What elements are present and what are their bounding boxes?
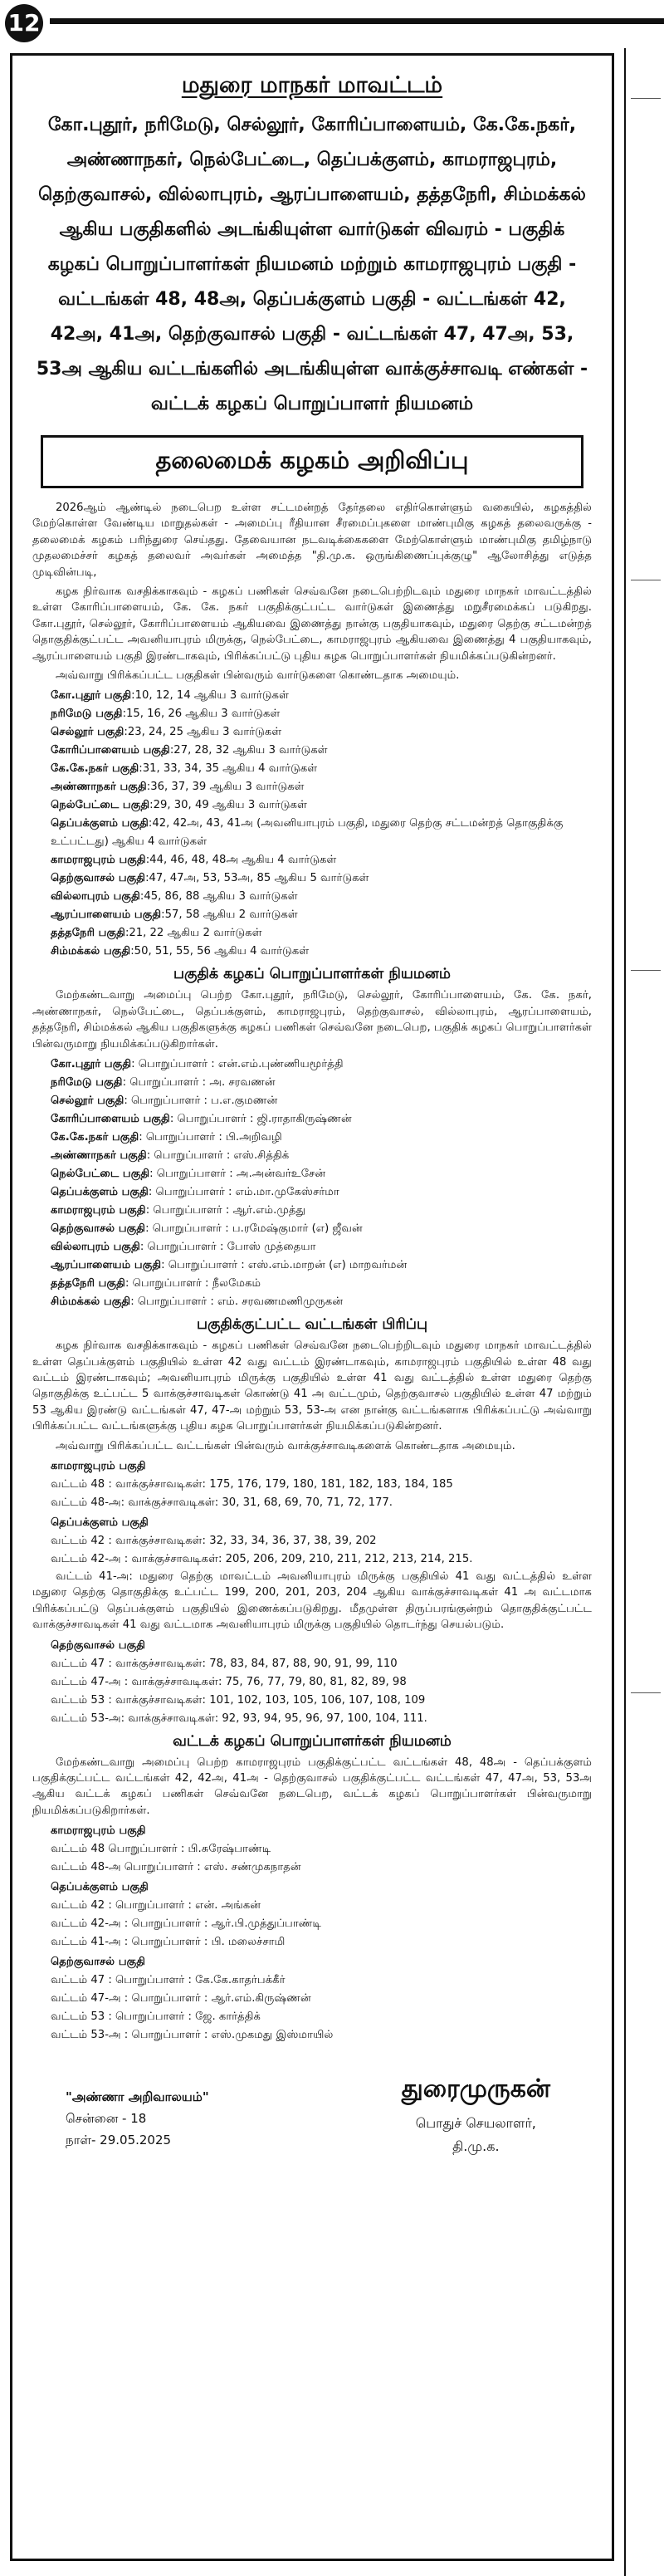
ward-row-detail: :42, 42அ, 43, 41அ (அவனியாபுரம் பகுதி, மதுரை தெற்கு சட்டமன்றத் தொகுதிக்கு உட்பட்டது) ஆகிய 4 வார்டுகள் <box>51 817 564 849</box>
incharge-row <box>51 1183 592 1202</box>
group-row: வட்டம் 41-அ : பொறுப்பாளர் : பி. மலைச்சாமி <box>51 1936 286 1949</box>
group-heading: தெப்பக்குளம் பகுதி <box>51 1516 149 1529</box>
incharge-row-detail: : பொறுப்பாளர் : நீலமேகம் <box>124 1277 261 1290</box>
ward-row-area: கோ.புதூர் பகுதி <box>51 689 132 703</box>
ward-row-detail: :45, 86, 88 ஆகிய 3 வார்டுகள் <box>139 890 298 904</box>
incharge-row <box>51 1220 592 1238</box>
incharge-row-detail: : பொறுப்பாளர் : எம்.மா.முகேஸ்சர்மா <box>148 1186 339 1199</box>
booth-group-south <box>32 1637 592 1728</box>
incharge-intro: மேற்கண்டவாறு அமைப்பு பெற்ற கோ.புதூர், நரிமேடு, செல்லூர், கோரிப்பாளையம், கே. கே. நகர், அண்ணாநகர், நெல்பேட்டை, தெப்பக்குளம், காமராஜபுரம், தெற்குவாசல், வில்லாபுரம், ஆரப்பாளையம், தத்தநேரி, சிம்மக்கல் ஆகிய பகுதிகளுக்கு கழகப் பணிகள் செவ்வனே நடைபெற, பகுதிக் கழகப் பொறுப்பாளர்கள் பின்வருமாறு நியமிக்கப்படுகிறார்கள். <box>32 989 592 1050</box>
incharge-row-detail: : பொறுப்பாளர் : ஜி.ராதாகிருஷ்ணன் <box>169 1113 352 1126</box>
signatory-name: துரைமுருகன் <box>401 2074 550 2104</box>
incharge-list <box>32 1055 592 1311</box>
incharge-row <box>51 1147 592 1165</box>
ward-row-area: ஆரப்பாளையம் பகுதி <box>51 908 162 922</box>
incharge-row-detail: : பொறுப்பாளர் : ப.ரமேஷ்குமார் (எ) ஜீவன் <box>145 1222 363 1236</box>
ward-row-area: கோரிப்பாளையம் பகுதி <box>51 744 170 757</box>
incharge-row-detail: : பொறுப்பாளர் : எஸ்.சித்திக் <box>146 1149 290 1163</box>
group-row: வட்டம் 42 : பொறுப்பாளர் : என். அங்கன் <box>51 1899 261 1912</box>
incharge-row-detail: : பொறுப்பாளர் : போஸ் முத்தையா <box>139 1241 316 1254</box>
incharge-row-detail: : பொறுப்பாளர் : ஆர்.எம்.முத்து <box>145 1204 306 1217</box>
group-heading: தெற்குவாசல் பகுதி <box>51 1956 146 1969</box>
ward-row <box>51 723 592 742</box>
ward-row-area: தெப்பக்குளம் பகுதி <box>51 817 149 830</box>
incharge-row-area: கே.கே.நகர் பகுதி <box>51 1131 139 1144</box>
ward-incharge-groups <box>32 1822 592 2045</box>
group-heading: தெப்பக்குளம் பகுதி <box>51 1881 149 1894</box>
incharge-row-detail: : பொறுப்பாளர் : எஸ்.எம்.மாறன் (எ) மாறவர்மன் <box>161 1259 408 1272</box>
incharge-row <box>51 1092 592 1110</box>
group-heading: காமராஜபுரம் பகுதி <box>51 1459 146 1472</box>
incharge-row-detail: : பொறுப்பாளர் : ப.எ.குமணன் <box>124 1095 278 1108</box>
group-heading: தெற்குவாசல் பகுதி <box>51 1638 146 1652</box>
group-row: வட்டம் 42-அ : பொறுப்பாளர் : ஆர்.பி.முத்துப்பாண்டி <box>51 1917 322 1931</box>
ward-row-detail: :27, 28, 32 ஆகிய 3 வார்டுகள் <box>169 744 328 757</box>
incharge-row-detail: : பொறுப்பாளர் : பி.அறிவழி <box>139 1131 282 1144</box>
ward-row-area: செல்லூர் பகுதி <box>51 726 124 739</box>
group-heading: காமராஜபுரம் பகுதி <box>51 1824 146 1838</box>
group-row: வட்டம் 47 : வாக்குச்சாவடிகள்: 78, 83, 84, 87, 88, 90, 91, 99, 110 <box>51 1657 398 1670</box>
page-number-badge: 12 <box>5 4 43 42</box>
ward-row-area: கே.கே.நகர் பகுதி <box>51 762 139 776</box>
incharge-row-detail: : பொறுப்பாளர் : அ.அன்வர்உசேன் <box>149 1168 326 1181</box>
ward-row-detail: :36, 37, 39 ஆகிய 3 வார்டுகள் <box>146 781 305 794</box>
incharge-row-detail: : பொறுப்பாளர் : என்.எம்.புண்ணியமூர்த்தி <box>131 1058 344 1071</box>
incharge-row-area: தெற்குவாசல் பகுதி <box>51 1222 146 1236</box>
ward-row-detail: :44, 46, 48, 48அ ஆகிய 4 வார்டுகள் <box>145 854 337 867</box>
ward-row <box>51 943 592 961</box>
incharge-row-area: அண்ணாநகர் பகுதி <box>51 1149 147 1163</box>
incharge-row <box>51 1275 592 1293</box>
ward-row <box>51 815 592 851</box>
ward-row-detail: :23, 24, 25 ஆகிய 3 வார்டுகள் <box>124 726 282 739</box>
signatory <box>402 2074 550 2158</box>
ward-row-area: நெல்பேட்டை பகுதி <box>51 799 150 812</box>
incharge-row-area: செல்லூர் பகுதி <box>51 1095 124 1108</box>
ward-row-area: சிம்மக்கல் பகுதி <box>51 945 131 958</box>
intro-paragraph-3: அவ்வாறு பிரிக்கப்பட்ட பகுதிகள் பின்வரும் வார்டுகளை கொண்டதாக அமையும். <box>56 669 460 683</box>
incharge-row-area: சிம்மக்கல் பகுதி <box>51 1295 131 1309</box>
incharge-row <box>51 1256 592 1275</box>
ward-row <box>51 924 592 943</box>
group-row: வட்டம் 53 : பொறுப்பாளர் : ஜே. கார்த்திக் <box>51 2010 261 2024</box>
ward-row <box>51 851 592 869</box>
ward-row <box>51 778 592 796</box>
incharge-row <box>51 1238 592 1256</box>
ward-row <box>51 796 592 815</box>
issue-date: நாள்- 29.05.2025 <box>66 2133 172 2148</box>
intro-paragraph-1: 2026ஆம் ஆண்டில் நடைபெற உள்ள சட்டமன்றத் தேர்தலை எதிர்கொள்ளும் வகையில், கழகத்தில் மேற்கொள்ள வேண்டிய மாறுதல்கள் - அமைப்பு ரீதியான சீரமைப்புகளை மாண்புமிகு கழகத் தலைவருக்கு - தலைமைக் கழகம் பரிந்துரை செய்தது. தேவையான நடவடிக்கைகளை மேற்கொள்ளும் மாண்புமிகு தமிழ்நாடு முதலமைச்சர் கழகத் தலைவர் அவர்கள் அமைத்த "தி.மு.க. ஒருங்கிணைப்புக்குழு" ஆலோசித்து எடுத்த முடிவின்படி, <box>32 502 592 579</box>
incharge-row-area: கோ.புதூர் பகுதி <box>51 1058 132 1071</box>
signatory-party: தி.மு.க. <box>452 2138 500 2155</box>
boxed-title: தலைமைக் கழகம் அறிவிப்பு <box>41 435 583 488</box>
announcement-article <box>10 53 614 2561</box>
adjacent-column-fragment <box>627 48 664 2576</box>
group-row: வட்டம் 42 : வாக்குச்சாவடிகள்: 32, 33, 34, 36, 37, 38, 39, 202 <box>51 1534 377 1547</box>
ward-row-area: நரிமேடு பகுதி <box>51 708 123 721</box>
group-row: வட்டம் 53 : வாக்குச்சாவடிகள்: 101, 102, 103, 105, 106, 107, 108, 109 <box>51 1693 426 1707</box>
incharge-row <box>51 1293 592 1311</box>
section-title-area-incharges: பகுதிக் கழகப் பொறுப்பாளர்கள் நியமனம் <box>173 966 451 983</box>
ward-row-detail: :57, 58 ஆகிய 2 வார்டுகள் <box>161 908 298 922</box>
ward-row <box>51 906 592 924</box>
headline-details: கோ.புதூர், நரிமேடு, செல்லூர், கோரிப்பாளையம், கே.கே.நகர், அண்ணாநகர், நெல்பேட்டை, தெப்பக்குளம், காமராஜபுரம், தெற்குவாசல், வில்லாபுரம், ஆரப்பாளையம், தத்தநேரி, சிம்மக்கல் ஆகிய பகுதிகளில் அடங்கியுள்ள வார்டுகள் விவரம் - பகுதிக் கழகப் பொறுப்பாளர்கள் நியமனம் மற்றும் காமராஜபுரம் பகுதி - வட்டங்கள் 48, 48அ, தெப்பக்குளம் பகுதி - வட்டங்கள் 42, 42அ, 41அ, தெற்குவாசல் பகுதி - வட்டங்கள் 47, 47அ, 53, 53அ ஆகிய வட்டங்களில் அடங்கியுள்ள வாக்குச்சாவடி எண்கள் - வட்டக் கழகப் பொறுப்பாளர் நியமனம் <box>36 115 588 414</box>
ward-row-area: தெற்குவாசல் பகுதி <box>51 872 146 885</box>
incharge-row <box>51 1110 592 1129</box>
fragment-rule <box>631 970 661 971</box>
ward-row-detail: :29, 30, 49 ஆகிய 3 வார்டுகள் <box>149 799 307 812</box>
group-row: வட்டம் 42-அ : வாக்குச்சாவடிகள்: 205, 206, 209, 210, 211, 212, 213, 214, 215. <box>51 1552 473 1565</box>
ward-row <box>51 742 592 760</box>
ward-row <box>51 869 592 888</box>
incharge-row <box>51 1165 592 1183</box>
incharge-row-area: தத்தநேரி பகுதி <box>51 1277 125 1290</box>
incharge-row <box>51 1202 592 1220</box>
incharge-row <box>51 1074 592 1092</box>
incharge-row-area: கோரிப்பாளையம் பகுதி <box>51 1113 170 1126</box>
issuing-office <box>66 2086 209 2151</box>
ward-row-area: அண்ணாநகர் பகுதி <box>51 781 147 794</box>
incharge-row-detail: : பொறுப்பாளர் : அ. சரவணன் <box>122 1076 276 1090</box>
incharge-row-area: தெப்பக்குளம் பகுதி <box>51 1186 149 1199</box>
incharge-row-area: காமராஜபுரம் பகுதி <box>51 1204 146 1217</box>
incharge-row <box>51 1055 592 1074</box>
signature-footer <box>32 2069 592 2194</box>
fragment-rule <box>631 1692 661 1693</box>
ward-row-detail: :15, 16, 26 ஆகிய 3 வார்டுகள் <box>122 708 281 721</box>
signatory-role: பொதுச் செயலாளர், <box>415 2115 536 2132</box>
group-row: வட்டம் 53-அ: வாக்குச்சாவடிகள்: 92, 93, 94, 95, 96, 97, 100, 104, 111. <box>51 1712 427 1725</box>
group-row: வட்டம் 48-அ: வாக்குச்சாவடிகள்: 30, 31, 68, 69, 70, 71, 72, 177. <box>51 1496 393 1509</box>
booth-groups <box>32 1457 592 1569</box>
group-row: வட்டம் 47-அ : பொறுப்பாளர் : ஆர்.எம்.கிருஷ்ணன் <box>51 1992 311 2005</box>
group-row: வட்டம் 47-அ : வாக்குச்சாவடிகள்: 75, 76, 77, 79, 80, 81, 82, 89, 98 <box>51 1675 407 1688</box>
group-row: வட்டம் 48 பொறுப்பாளர் : பி.சுரேஷ்பாண்டி <box>51 1843 271 1856</box>
ward-row-detail: :21, 22 ஆகிய 2 வார்டுகள் <box>124 927 262 940</box>
incharge-row-area: நெல்பேட்டை பகுதி <box>51 1168 150 1181</box>
incharge-row-area: நரிமேடு பகுதி <box>51 1076 123 1090</box>
ward-row-area: வில்லாபுரம் பகுதி <box>51 890 140 904</box>
intro-paragraph-2: கழக நிர்வாக வசதிக்காகவும் - கழகப் பணிகள் செவ்வனே நடைபெற்றிடவும் மதுரை மாநகர் மாவட்டத்தில் உள்ள கோரிப்பாளையம், கே. கே. நகர் பகுதிக்குட்பட்ட வார்டுகள் இணைத்து மறுசீரமைக்கப் படுகிறது. கோ.புதூர், செல்லூர், கோரிப்பாளையம் ஆகியவை இணைத்து நான்கு பகுதியாகவும், மதுரை தெற்கு சட்டமன்றத் தொகுதிக்குட்பட்ட அவனியாபுரம் மிருக்கு, நெல்பேட்டை, காமராஜபுரம் ஆகியவை இணைத்து 4 பகுதியாகவும், ஆரப்பாளையம் பகுதி இரண்டாகவும், பிரிக்கப்பட்டு புதிய கழக பொறுப்பாளர்கள் நியமிக்கப்படுகின்றனர். <box>32 585 592 663</box>
group-row: வட்டம் 48-அ பொறுப்பாளர் : எஸ். சண்முகநாதன் <box>51 1861 301 1874</box>
incharge-row <box>51 1129 592 1147</box>
incharge-row-detail: : பொறுப்பாளர் : எம். சரவணமணிமுருகன் <box>130 1295 344 1309</box>
incharge-row-area: ஆரப்பாளையம் பகுதி <box>51 1259 162 1272</box>
page-header <box>0 0 664 48</box>
ward-split-intro: கழக நிர்வாக வசதிக்காகவும் - கழகப் பணிகள் செவ்வனே நடைபெற்றிடவும் மதுரை மாநகர் மாவட்டத்தில் உள்ள தெப்பக்குளம் பகுதியில் உள்ள 42 வது வட்டம் இரண்டாகவும், காமராஜபுரம் பகுதியில் உள்ள 48 வது வட்டம் இரண்டாகவும்; அவனியாபுரம் மிருக்கு பகுதியில் உள்ள 41 வது வட்டத்தில் உள்ள மதுரை தெற்கு தொகுதிக்கு உட்பட்ட 5 வாக்குச்சாவடிகள் கொண்டு 41 அ வட்டமும், தெற்குவாசல் பகுதியில் உள்ள 47 மற்றும் 53 ஆகிய இரண்டு வட்டங்கள் 47, 47-அ மற்றும் 53, 53-அ என நான்கு வட்டங்களாக பிரிக்கப்பட்டு அவ்வாறு பிரிக்கப்பட்ட வட்டங்களுக்கு புதிய கழக பொறுப்பாளர்கள் நியமிக்கப்படுகின்றனர். <box>32 1339 592 1433</box>
fragment-rule <box>631 98 661 99</box>
incharge-row-area: வில்லாபுரம் பகுதி <box>51 1241 140 1254</box>
group-row: வட்டம் 48 : வாக்குச்சாவடிகள்: 175, 176, 179, 180, 181, 182, 183, 184, 185 <box>51 1477 453 1491</box>
header-rule <box>50 18 664 24</box>
group-row: வட்டம் 47 : பொறுப்பாளர் : கே.கே.காதர்பக்கீர் <box>51 1974 286 1987</box>
ward-row-detail: :10, 12, 14 ஆகிய 3 வார்டுகள் <box>131 689 289 703</box>
section-title-ward-split: பகுதிக்குட்பட்ட வட்டங்கள் பிரிப்பு <box>197 1316 427 1334</box>
group-row: வட்டம் 53-அ : பொறுப்பாளர் : எஸ்.முகமது இஸ்மாயில் <box>51 2029 334 2042</box>
office-city: சென்னை - 18 <box>66 2111 147 2127</box>
headline-district: மதுரை மாநகர் மாவட்டம் <box>181 72 443 98</box>
ward-row <box>51 760 592 778</box>
ward-split-note: அவ்வாறு பிரிக்கப்பட்ட வட்டங்கள் பின்வரும் வாக்குச்சாவடிகளைக் கொண்டதாக அமையும். <box>56 1439 515 1452</box>
ward-row <box>51 705 592 723</box>
ward-row-area: காமராஜபுரம் பகுதி <box>51 854 146 867</box>
ward-row-detail: :50, 51, 55, 56 ஆகிய 4 வார்டுகள் <box>130 945 310 958</box>
ward-row-detail: :31, 33, 34, 35 ஆகிய 4 வார்டுகள் <box>139 762 318 776</box>
section-title-ward-incharges: வட்டக் கழகப் பொறுப்பாளர்கள் நியமனம் <box>173 1732 452 1750</box>
booth-note: வட்டம் 41-அ: மதுரை தெற்கு மாவட்டம் அவனியாபுரம் மிருக்கு பகுதியில் 41 வது வட்டத்தில் உள்ள மதுரை தெற்கு தொகுதிக்கு உட்பட்ட 199, 200, 201, 203, 204 ஆகிய வாக்குச்சாவடிகள் 41 அ வட்டமாக பிரிக்கப்பட்டு தெப்பக்குளம் பகுதியில் இணைக்கப்படுகிறது. மீதமுள்ள திருப்பரங்குன்றம் தொகுதிக்குட்பட்ட வாக்குச்சாவடிகள் 41 வது வட்டமாக அவனியாபுரம் மிருக்கு பகுதியில் தொடர்ந்து செயல்படும். <box>32 1570 592 1632</box>
ward-list <box>32 687 592 961</box>
column-divider <box>624 48 626 2576</box>
office-name: "அண்ணா அறிவாலயம்" <box>66 2089 209 2105</box>
ward-row-area: தத்தநேரி பகுதி <box>51 927 125 940</box>
ward-incharge-intro: மேற்கண்டவாறு அமைப்பு பெற்ற காமராஜபுரம் பகுதிக்குட்பட்ட வட்டங்கள் 48, 48அ - தெப்பக்குளம் பகுதிக்குட்பட்ட வட்டங்கள் 42, 42அ, 41அ - தெற்குவாசல் பகுதிக்குட்பட்ட வட்டங்கள் 47, 47அ, 53, 53அ ஆகிய வட்டக் கழகப் பணிகள் செவ்வனே நடைபெற, வட்டக் கழகப் பொறுப்பாளர்கள் பின்வருமாறு நியமிக்கப்படுகிறார்கள். <box>32 1756 592 1817</box>
ward-row <box>51 888 592 906</box>
ward-row-detail: :47, 47அ, 53, 53அ, 85 ஆகிய 5 வார்டுகள் <box>145 872 369 885</box>
ward-row <box>51 687 592 705</box>
